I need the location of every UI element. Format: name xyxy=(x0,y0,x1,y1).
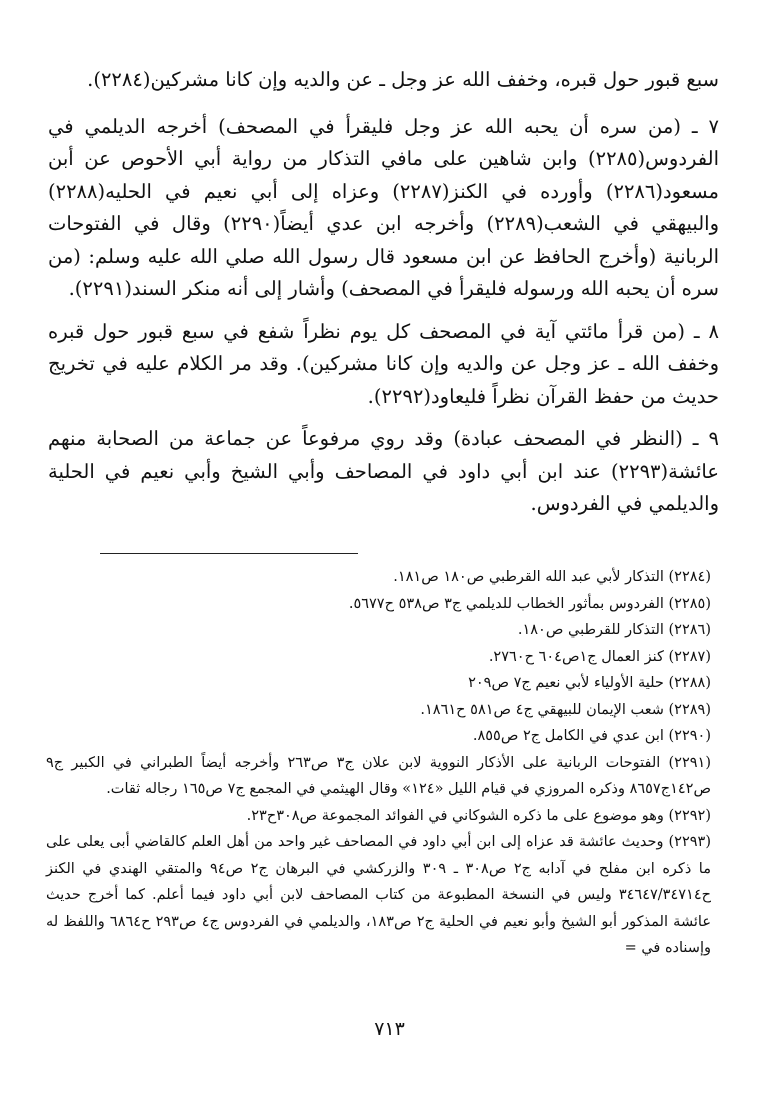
footnote-2284: (٢٢٨٤) التذكار لأبي عبد الله القرطبي ص١٨٠ ص١٨١. xyxy=(393,569,711,585)
footnote-2293: (٢٢٩٣) وحديث عائشة قد عزاه إلى ابن أبي داود في المصاحف غير واحد من أهل العلم كالقاضي أبى يعلى على ما ذكره ابن مفلح في آدابه ج٢ ص٣٠٨ ـ ٣٠٩ والزركشي في البرهان ج٢ ص٩٤ والمتقي الهندي في الكنز ح٣٤٦٤٧/٣٤٧١٤ وليس في النسخة المطبوعة من كتاب المصاحف لابن أبي داود فيما أعلم. كما أخرج حديث عائشة المذكور أبو الشيخ وأبو نعيم في الحلية ج٢ ص١٨٣، والديلمي في الفردوس ج٤ ص٢٩٣ ح٦٨٦٤ واللفظ له وإسناده في = xyxy=(46,834,711,956)
paragraph-8: ٨ ـ (من قرأ مائتي آية في المصحف كل يوم نظراً شفع في سبع قبور حول قبره وخفف الله ـ عز وجل عن والديه وإن كانا مشركين). وقد مر الكلام عليه في تخريج حديث من حفظ القرآن نظراً فليعاود(٢٢٩٢). xyxy=(48,319,719,408)
paragraph-9: ٩ ـ (النظر في المصحف عبادة) وقد روي مرفوعاً عن جماعة من الصحابة منهم عائشة(٢٢٩٣) عند ابن أبي داود في المصاحف وأبي الشيخ وأبي نعيم في الحلية والديلمي في الفردوس. xyxy=(48,427,719,515)
footnote-2287: (٢٢٨٧) كنز العمال ج١ص٦٠٤ ح٢٧٦٠. xyxy=(488,648,711,665)
footnote-2286: (٢٢٨٦) التذكار للقرطبي ص١٨٠. xyxy=(517,622,711,638)
footnote-2288: (٢٢٨٨) حلية الأولياء لأبي نعيم ج٧ ص٢٠٩ xyxy=(468,675,711,691)
footnotes xyxy=(46,564,711,962)
paragraph-7: ٧ ـ (من سره أن يحبه الله عز وجل فليقرأ في المصحف) أخرجه الديلمي في الفردوس(٢٢٨٥) وابن شاهين على مافي التذكار من رواية أبي الأحوص عن أبن مسعود(٢٢٨٦) وأورده في الكنز(٢٢٨٧) وعزاه إلى أبي نعيم في الحليه(٢٢٨٨) والبيهقي في الشعب(٢٢٨٩) وأخرجه ابن عدي أيضاً(٢٢٩٠) وقال في الفتوحات الربانية (وأخرج الحافظ عن ابن مسعود قال رسول الله صلي الله عليه وسلم: (من سره أن يحبه الله ورسوله فليقرأ في المصحف) وأشار إلى أنه منكر السند(٢٢٩١). xyxy=(48,114,719,300)
footnote-2285: (٢٢٨٥) الفردوس بمأثور الخطاب للديلمي ج٣ ص٥٣٨ ح٥٦٧٧. xyxy=(348,595,711,612)
footnote-2292: (٢٢٩٢) وهو موضوع على ما ذكره الشوكاني في الفوائد المجموعة ص٣٠٨ح٢٣. xyxy=(246,807,711,824)
footnote-2291: (٢٢٩١) الفتوحات الربانية على الأذكار النووية لابن علان ج٣ ص٢٦٣ وأخرجه أيضاً الطبراني في الكبير ج٩ ص١٤٢ج٨٦٥٧ وذكره المروزي في قيام الليل «١٢٤» وقال الهيثمي في المجمع ج٧ ص١٦٥ رجاله ثقات. xyxy=(46,754,711,797)
footnote-2290: (٢٢٩٠) ابن عدي في الكامل ج٢ ص٨٥٥. xyxy=(472,728,711,744)
page-number: ٧١٣ xyxy=(374,1018,405,1040)
main-text xyxy=(48,64,719,531)
paragraph-continuation: سبع قبور حول قبره، وخفف الله عز وجل ـ عن والديه وإن كانا مشركين(٢٢٨٤). xyxy=(87,68,719,91)
footnote-2289: (٢٢٨٩) شعب الإيمان للبيهقي ج٤ ص٥٨١ ح١٨٦١. xyxy=(420,701,711,718)
footnote-divider xyxy=(100,553,358,554)
